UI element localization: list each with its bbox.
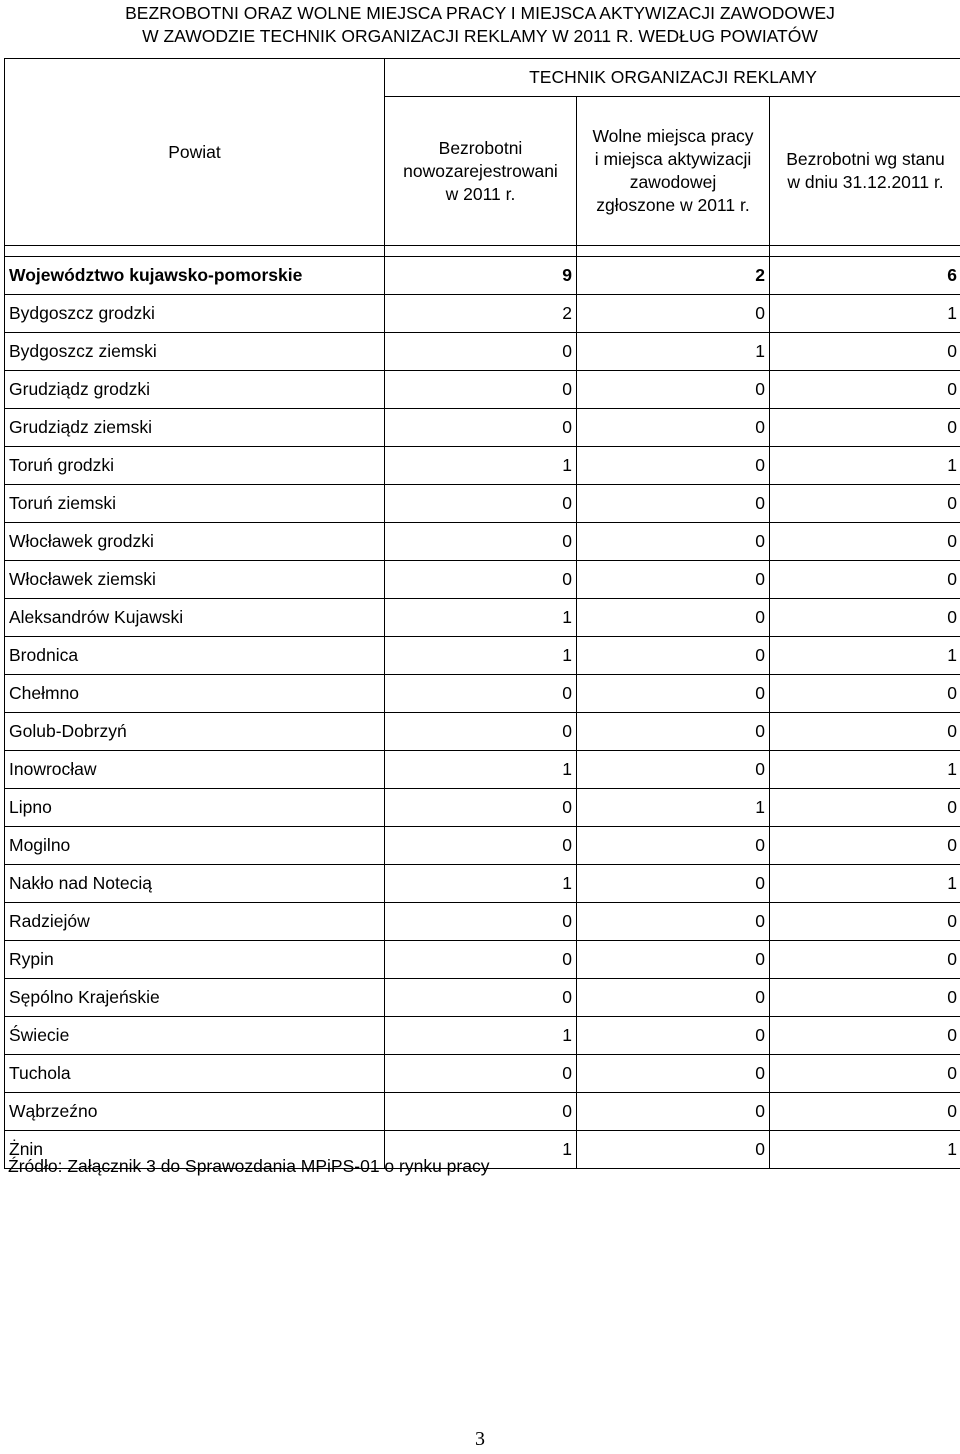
table-row — [5, 827, 960, 865]
cell-v2: 0 — [577, 599, 770, 637]
cell-v1: 1 — [385, 637, 577, 675]
table-row — [5, 903, 960, 941]
cell-powiat: Radziejów — [5, 903, 385, 941]
cell-powiat: Bydgoszcz grodzki — [5, 295, 385, 333]
table-row — [5, 713, 960, 751]
cell-v2: 0 — [577, 637, 770, 675]
cell-powiat: Aleksandrów Kujawski — [5, 599, 385, 637]
cell-v1: 0 — [385, 485, 577, 523]
cell-v2: 0 — [577, 751, 770, 789]
cell-v3: 0 — [770, 599, 960, 637]
table-row — [5, 447, 960, 485]
cell-powiat: Nakło nad Notecią — [5, 865, 385, 903]
cell-v3: 0 — [770, 827, 960, 865]
cell-v1: 9 — [385, 257, 577, 295]
cell-v3: 0 — [770, 523, 960, 561]
cell-v1: 0 — [385, 371, 577, 409]
cell-v3: 0 — [770, 1093, 960, 1131]
cell-v2: 0 — [577, 447, 770, 485]
table-row — [5, 1017, 960, 1055]
cell-v3: 0 — [770, 1017, 960, 1055]
table-row — [5, 637, 960, 675]
cell-v2: 0 — [577, 485, 770, 523]
cell-v1: 1 — [385, 1017, 577, 1055]
cell-powiat: Żnin — [5, 1131, 385, 1169]
cell-v1: 0 — [385, 1093, 577, 1131]
cell-powiat: Tuchola — [5, 1055, 385, 1093]
cell-powiat: Świecie — [5, 1017, 385, 1055]
table-row-total — [5, 257, 960, 295]
cell-v2: 0 — [577, 675, 770, 713]
page-number: 3 — [475, 1428, 485, 1450]
header-new-unemployed: Bezrobotni nowozarejestrowani w 2011 r. — [385, 97, 577, 246]
cell-v1: 1 — [385, 865, 577, 903]
table-row — [5, 523, 960, 561]
cell-v3: 1 — [770, 1131, 960, 1169]
cell-v3: 0 — [770, 409, 960, 447]
cell-powiat: Toruń grodzki — [5, 447, 385, 485]
cell-v1: 0 — [385, 561, 577, 599]
cell-powiat: Mogilno — [5, 827, 385, 865]
cell-v3: 0 — [770, 941, 960, 979]
cell-v2: 0 — [577, 713, 770, 751]
cell-powiat: Rypin — [5, 941, 385, 979]
cell-v2: 1 — [577, 333, 770, 371]
cell-v3: 0 — [770, 789, 960, 827]
cell-v2: 2 — [577, 257, 770, 295]
header-job-offers: Wolne miejsca pracy i miejsca aktywizacji zawodowej zgłoszone w 2011 r. — [577, 97, 770, 246]
cell-v2: 0 — [577, 1055, 770, 1093]
table-row — [5, 675, 960, 713]
cell-v3: 6 — [770, 257, 960, 295]
cell-powiat: Brodnica — [5, 637, 385, 675]
cell-powiat: Lipno — [5, 789, 385, 827]
cell-v2: 0 — [577, 561, 770, 599]
cell-powiat: Wąbrzeźno — [5, 1093, 385, 1131]
cell-v3: 0 — [770, 979, 960, 1017]
cell-powiat: Włocławek grodzki — [5, 523, 385, 561]
table-row — [5, 295, 960, 333]
table-row — [5, 1093, 960, 1131]
cell-powiat: Golub-Dobrzyń — [5, 713, 385, 751]
cell-v3: 1 — [770, 751, 960, 789]
cell-v2: 0 — [577, 371, 770, 409]
cell-v3: 0 — [770, 713, 960, 751]
cell-powiat: Bydgoszcz ziemski — [5, 333, 385, 371]
cell-powiat: Grudziądz grodzki — [5, 371, 385, 409]
table-row — [5, 599, 960, 637]
cell-v2: 1 — [577, 789, 770, 827]
cell-powiat: Włocławek ziemski — [5, 561, 385, 599]
cell-v1: 1 — [385, 599, 577, 637]
table-row — [5, 409, 960, 447]
cell-v1: 0 — [385, 903, 577, 941]
table-row — [5, 789, 960, 827]
table-row — [5, 941, 960, 979]
cell-v1: 0 — [385, 523, 577, 561]
table-row — [5, 371, 960, 409]
cell-v1: 1 — [385, 1131, 577, 1169]
cell-v2: 0 — [577, 827, 770, 865]
header-unemployed-year-end: Bezrobotni wg stanu w dniu 31.12.2011 r. — [770, 97, 960, 246]
cell-v1: 1 — [385, 751, 577, 789]
cell-v1: 0 — [385, 789, 577, 827]
table-row — [5, 561, 960, 599]
cell-v1: 1 — [385, 447, 577, 485]
unemployment-table — [4, 58, 960, 1169]
table-row — [5, 865, 960, 903]
cell-v2: 0 — [577, 1131, 770, 1169]
cell-v2: 0 — [577, 865, 770, 903]
cell-v3: 1 — [770, 295, 960, 333]
cell-v1: 0 — [385, 675, 577, 713]
cell-v1: 0 — [385, 333, 577, 371]
cell-v1: 0 — [385, 979, 577, 1017]
cell-v1: 0 — [385, 409, 577, 447]
cell-v3: 1 — [770, 865, 960, 903]
cell-v1: 0 — [385, 941, 577, 979]
cell-v2: 0 — [577, 903, 770, 941]
cell-powiat: Województwo kujawsko-pomorskie — [5, 257, 385, 295]
cell-powiat: Chełmno — [5, 675, 385, 713]
cell-v2: 0 — [577, 941, 770, 979]
table-row — [5, 485, 960, 523]
cell-v1: 0 — [385, 713, 577, 751]
cell-v2: 0 — [577, 1017, 770, 1055]
table-row — [5, 979, 960, 1017]
cell-v1: 0 — [385, 1055, 577, 1093]
document-title — [0, 2, 960, 48]
cell-v2: 0 — [577, 979, 770, 1017]
cell-v1: 0 — [385, 827, 577, 865]
cell-v3: 0 — [770, 903, 960, 941]
cell-v2: 0 — [577, 523, 770, 561]
cell-v3: 0 — [770, 371, 960, 409]
table-row — [5, 1055, 960, 1093]
cell-v3: 1 — [770, 447, 960, 485]
cell-v3: 1 — [770, 637, 960, 675]
cell-v3: 0 — [770, 333, 960, 371]
header-row-group — [5, 59, 960, 97]
cell-v2: 0 — [577, 295, 770, 333]
header-spacer-row — [5, 246, 960, 257]
header-powiat: Powiat — [5, 59, 385, 246]
cell-v1: 2 — [385, 295, 577, 333]
cell-powiat: Grudziądz ziemski — [5, 409, 385, 447]
cell-powiat: Inowrocław — [5, 751, 385, 789]
title-line-2: W ZAWODZIE TECHNIK ORGANIZACJI REKLAMY W 2011 R. WEDŁUG POWIATÓW — [142, 26, 818, 46]
cell-v2: 0 — [577, 1093, 770, 1131]
cell-v3: 0 — [770, 1055, 960, 1093]
cell-v2: 0 — [577, 409, 770, 447]
source-note: Źródło: Załącznik 3 do Sprawozdania MPiPS-01 o rynku pracy — [8, 1156, 490, 1176]
title-line-1: BEZROBOTNI ORAZ WOLNE MIEJSCA PRACY I MIEJSCA AKTYWIZACJI ZAWODOWEJ — [125, 3, 835, 23]
header-profession: TECHNIK ORGANIZACJI REKLAMY — [385, 59, 960, 97]
cell-v3: 0 — [770, 561, 960, 599]
cell-v3: 0 — [770, 485, 960, 523]
table-row — [5, 333, 960, 371]
cell-v3: 0 — [770, 675, 960, 713]
cell-powiat: Toruń ziemski — [5, 485, 385, 523]
table-row — [5, 751, 960, 789]
cell-powiat: Sępólno Krajeńskie — [5, 979, 385, 1017]
